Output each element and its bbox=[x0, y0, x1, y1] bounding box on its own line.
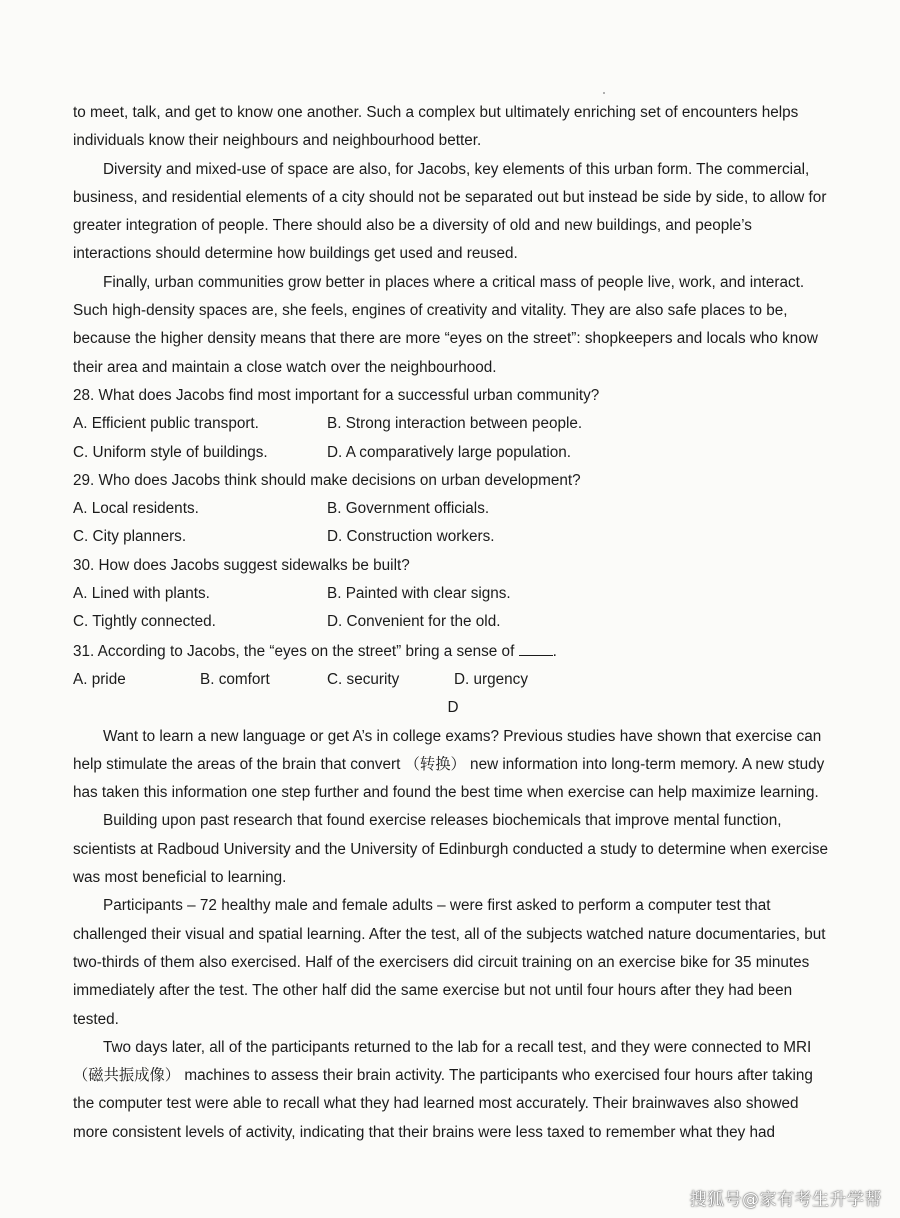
section-letter: D bbox=[447, 699, 459, 717]
option-c: C. City planners. bbox=[73, 528, 187, 546]
question-31 bbox=[73, 637, 833, 695]
question-stem bbox=[73, 637, 833, 666]
question-stem-end: . bbox=[552, 642, 557, 660]
source-watermark: 搜狐号@家有考生升学帮 bbox=[689, 1190, 882, 1210]
passage-paragraph: Want to learn a new language or get A’s in college exams? Previous studies have shown that exercise can help stimulate the areas of the brain that convert （转换） new information into long-term memory. A new study has taken this information one step further and found the best time when exercise can help maximize learning. bbox=[73, 727, 825, 802]
option-c: C. security bbox=[327, 670, 400, 688]
option-row bbox=[73, 523, 833, 551]
option-row bbox=[73, 608, 833, 636]
option-row bbox=[73, 580, 833, 608]
option-row bbox=[73, 495, 833, 523]
option-row bbox=[73, 439, 833, 467]
option-row bbox=[73, 410, 833, 438]
option-a: A. Efficient public transport. bbox=[73, 415, 259, 433]
question-30 bbox=[73, 552, 833, 637]
passage-paragraph: Two days later, all of the participants returned to the lab for a recall test, and they were connected to MRI （磁共振成像） machines to assess their brain activity. The participants who exercised four hours after taking the computer test were able to recall what they had learned most accurately. Their brainwaves also showed more consistent levels of activity, indicating that their brains were less taxed to remember what they had bbox=[73, 1038, 813, 1141]
page-content bbox=[73, 99, 833, 1147]
option-d: D. urgency bbox=[454, 670, 528, 688]
option-a: A. Local residents. bbox=[73, 500, 199, 518]
passage-paragraph: Participants – 72 healthy male and female adults – were first asked to perform a computer test that challenged their visual and spatial learning. After the test, all of the subjects watched nature documentaries, but two-thirds of them also exercised. Half of the exercisers did circuit training on an exercise bike for 35 minutes immediately after the test. The other half did the same exercise but not until four hours after they had been tested. bbox=[73, 897, 826, 1028]
speck-mark bbox=[603, 92, 605, 94]
question-stem-text: 31. According to Jacobs, the “eyes on the street” bring a sense of bbox=[73, 642, 515, 660]
question-stem: 30. How does Jacobs suggest sidewalks be built? bbox=[73, 556, 410, 574]
option-d: D. Construction workers. bbox=[327, 528, 495, 546]
option-d: D. A comparatively large population. bbox=[327, 443, 572, 461]
passage-paragraph: to meet, talk, and get to know one another. Such a complex but ultimately enriching set of encounters helps individuals know their neighbours and neighbourhood better. bbox=[73, 104, 799, 150]
question-stem: 28. What does Jacobs find most important for a successful urban community? bbox=[73, 386, 600, 404]
option-a: A. pride bbox=[73, 670, 126, 688]
option-d: D. Convenient for the old. bbox=[327, 613, 501, 631]
option-b: B. Government officials. bbox=[327, 500, 490, 518]
passage-paragraph: Finally, urban communities grow better in places where a critical mass of people live, work, and interact. Such high-density spaces are, she feels, engines of creativity and vitality. They are also safe places to be, because the higher density means that there are more “eyes on the street”: shopkeepers and locals who know their area and maintain a close watch over the neighbourhood. bbox=[73, 273, 818, 376]
option-b: B. comfort bbox=[200, 670, 270, 688]
option-row bbox=[73, 666, 833, 694]
question-28 bbox=[73, 382, 833, 467]
passage-paragraph: Diversity and mixed-use of space are also, for Jacobs, key elements of this urban form. The commercial, business, and residential elements of a city should not be separated out but instead be side by side, to allow for greater integration of people. There should also be a diversity of old and new buildings, and people’s interactions should determine how buildings get used and reused. bbox=[73, 160, 827, 263]
answer-blank bbox=[519, 637, 553, 656]
option-b: B. Painted with clear signs. bbox=[327, 585, 511, 603]
option-c: C. Tightly connected. bbox=[73, 613, 216, 631]
option-b: B. Strong interaction between people. bbox=[327, 415, 583, 433]
passage-paragraph: Building upon past research that found exercise releases biochemicals that improve mental function, scientists at Radboud University and the University of Edinburgh conducted a study to determine when exercise was most beneficial to learning. bbox=[73, 812, 829, 887]
question-29 bbox=[73, 467, 833, 552]
option-a: A. Lined with plants. bbox=[73, 585, 210, 603]
question-stem: 29. Who does Jacobs think should make decisions on urban development? bbox=[73, 471, 581, 489]
option-c: C. Uniform style of buildings. bbox=[73, 443, 268, 461]
